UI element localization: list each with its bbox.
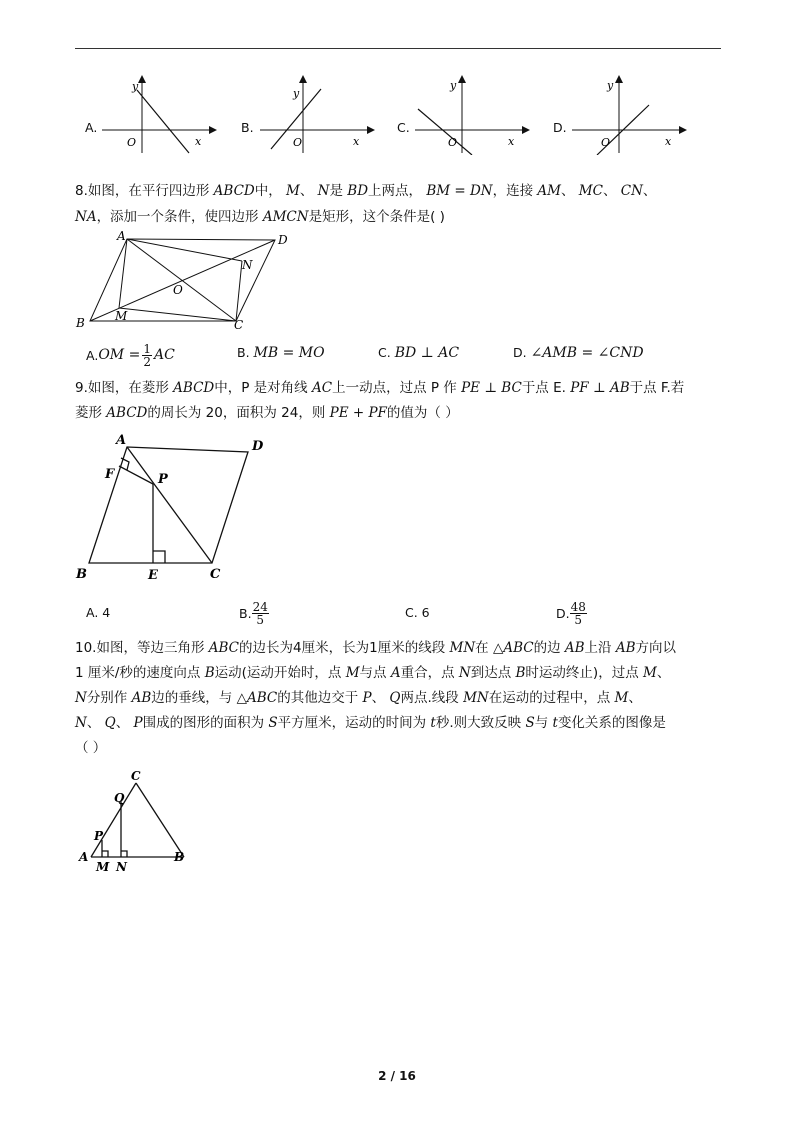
q9-label-f: F xyxy=(105,467,115,482)
q9-label-a: A xyxy=(116,433,127,448)
q9-option-d: D. $\frac{48}{5}$ xyxy=(556,599,586,627)
q8-label-n: N xyxy=(242,258,253,272)
q7-b-origin-label: O xyxy=(293,136,303,149)
q10-label-a: A xyxy=(79,850,89,864)
q10-label-b: B xyxy=(174,850,185,864)
q7-c-y-label: y xyxy=(450,79,457,92)
header-rule xyxy=(75,48,721,49)
q10-text-line1: 10.如图，等边三角形 ABC的边长为4厘米，长为1厘米的线段 MN在 △ABC的边 AB上沿 AB方向以 xyxy=(75,640,677,656)
q8-label-o: O xyxy=(173,283,183,297)
q7-option-b-letter: B. xyxy=(241,120,254,135)
q7-option-b-graph xyxy=(255,75,375,155)
q7-option-c-graph xyxy=(410,75,530,155)
q7-option-d-letter: D. xyxy=(553,120,567,135)
q7-a-origin-label: O xyxy=(127,136,137,149)
q7-c-origin-label: O xyxy=(448,136,458,149)
q9-label-b: B xyxy=(76,567,87,582)
q7-option-d-graph xyxy=(567,75,687,155)
q10-label-n: N xyxy=(116,860,127,874)
q7-a-y-label: y xyxy=(132,80,139,93)
q7-option-a-letter: A. xyxy=(85,120,98,135)
q7-a-x-label: x xyxy=(195,135,202,148)
q7-d-y-label: y xyxy=(607,79,614,92)
q8-label-m: M xyxy=(115,309,128,323)
q10-label-p: P xyxy=(94,829,104,843)
q10-label-c: C xyxy=(131,770,141,783)
q9-label-e: E xyxy=(148,568,158,583)
q9-label-p: P xyxy=(158,472,168,487)
q7-d-origin-label: O xyxy=(601,136,611,149)
q9-option-b: B. $\frac{24}{5}$ xyxy=(239,599,268,627)
q9-text-line1: 9.如图，在菱形 ABCD中，P 是对角线 AC上一动点，过点 P 作 PE ⊥ BC于点 E. PF ⊥ AB于点 F.若 xyxy=(75,380,685,396)
q8-text-line1: 8.如图，在平行四边形 ABCD中， M、 N是 BD上两点， BM = DN，连接 AM、 MC、 CN、 xyxy=(75,183,657,199)
q7-options xyxy=(85,75,725,155)
q9-rhombus-figure xyxy=(72,428,272,588)
q9-label-c: C xyxy=(210,567,221,582)
q7-b-x-label: x xyxy=(353,135,360,148)
q10-text-line4: N、 Q、 P围成的图形的面积为 S平方厘米，运动的时间为 t秒.则大致反映 S与 t变化关系的图像是 xyxy=(75,715,666,731)
q10-label-m: M xyxy=(96,860,110,874)
q8-label-d: D xyxy=(278,233,288,247)
q8-option-d: D. ∠AMB = ∠CND xyxy=(513,345,644,361)
q8-label-c: C xyxy=(234,318,244,332)
q10-label-q: Q xyxy=(114,791,125,805)
q8-text-line2: NA，添加一个条件，使四边形 AMCN是矩形，这个条件是( ) xyxy=(75,209,445,225)
q8-option-a: A. OM = $\frac{1}{2}$ AC xyxy=(86,341,175,369)
q7-option-a-graph xyxy=(97,75,217,155)
page-number: 2 / 16 xyxy=(378,1069,416,1083)
q7-b-y-label: y xyxy=(293,87,300,100)
q9-text-line2: 菱形 ABCD的周长为 20，面积为 24，则 PE + PF的值为（ ） xyxy=(75,405,459,421)
q10-text-line2: 1 厘米/秒的速度向点 B运动(运动开始时，点 M与点 A重合，点 N到达点 B时运动终止)，过点 M、 xyxy=(75,665,671,681)
q8-option-b: B. MB = MO xyxy=(237,345,325,361)
q8-parallelogram-figure xyxy=(70,228,300,338)
q10-text-line3: N分别作 AB边的垂线，与 △ABC的其他边交于 P、 Q两点.线段 MN在运动的过程中，点 M、 xyxy=(75,690,642,706)
q10-triangle-figure xyxy=(76,770,206,875)
q8-label-a: A xyxy=(117,229,126,243)
q10-text-line5: （ ） xyxy=(75,740,107,756)
q8-option-c: C. BD ⊥ AC xyxy=(378,345,460,361)
q8-label-b: B xyxy=(76,316,85,330)
q9-option-a: A. 4 xyxy=(86,605,111,620)
q9-option-c: C. 6 xyxy=(405,605,430,620)
q9-label-d: D xyxy=(252,439,264,454)
q7-c-x-label: x xyxy=(508,135,515,148)
q7-d-x-label: x xyxy=(665,135,672,148)
q7-option-c-letter: C. xyxy=(397,120,410,135)
